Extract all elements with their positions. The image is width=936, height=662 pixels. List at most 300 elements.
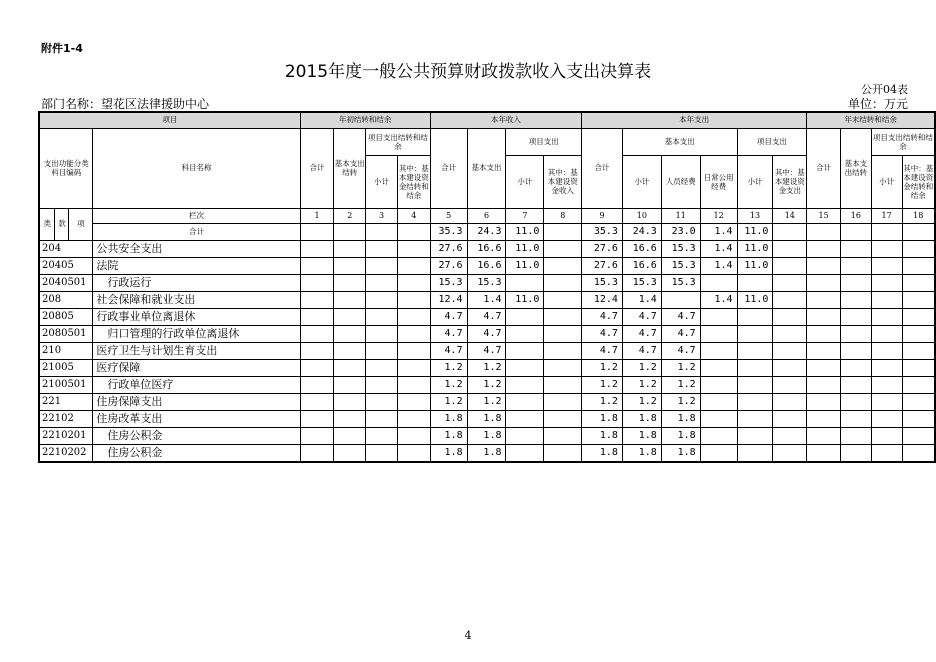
value-cell (506, 444, 544, 462)
header-income: 本年收入 (430, 112, 581, 128)
value-cell (773, 274, 807, 291)
value-cell: 11.0 (506, 240, 544, 257)
total-cell: 24.3 (467, 223, 506, 240)
subject-code: 21005 (39, 359, 93, 376)
value-cell: 4.7 (661, 342, 700, 359)
header-expense-project: 项目支出 (737, 128, 807, 155)
value-cell: 1.8 (622, 410, 661, 427)
subject-name: 住房公积金 (93, 444, 300, 462)
value-cell (397, 444, 430, 462)
value-cell: 1.2 (622, 393, 661, 410)
value-cell (700, 308, 737, 325)
value-cell: 27.6 (430, 240, 467, 257)
value-cell: 27.6 (582, 257, 623, 274)
value-cell: 27.6 (582, 240, 623, 257)
value-cell (737, 427, 773, 444)
total-cell (544, 223, 582, 240)
value-cell: 1.4 (700, 291, 737, 308)
header-opening-total: 合计 (300, 128, 334, 208)
value-cell (902, 410, 935, 427)
total-cell (840, 223, 871, 240)
subject-code: 2210202 (39, 444, 93, 462)
value-cell: 4.7 (661, 308, 700, 325)
total-row (39, 223, 935, 240)
value-cell (700, 342, 737, 359)
table-row (39, 291, 935, 308)
subject-name: 住房改革支出 (93, 410, 300, 427)
subject-code: 22102 (39, 410, 93, 427)
value-cell: 4.7 (622, 342, 661, 359)
subject-code: 2100501 (39, 376, 93, 393)
value-cell (334, 393, 366, 410)
column-index: 15 (807, 208, 841, 223)
value-cell (397, 308, 430, 325)
header-opening-capital: 其中：基本建设资金结转和结余 (397, 155, 430, 208)
table-body (39, 240, 935, 462)
value-cell: 1.8 (622, 444, 661, 462)
total-cell (773, 223, 807, 240)
value-cell (840, 342, 871, 359)
table-row (39, 376, 935, 393)
value-cell (807, 240, 841, 257)
total-cell: 35.3 (582, 223, 623, 240)
header-closing: 年末结转和结余 (807, 112, 935, 128)
table-header (39, 112, 935, 240)
subject-name: 公共安全支出 (93, 240, 300, 257)
subject-code: 221 (39, 393, 93, 410)
attachment-label: 附件1-4 (41, 42, 83, 55)
value-cell (334, 376, 366, 393)
value-cell (807, 291, 841, 308)
value-cell: 1.2 (622, 376, 661, 393)
subject-code: 20405 (39, 257, 93, 274)
column-index: 12 (700, 208, 737, 223)
value-cell: 27.6 (430, 257, 467, 274)
value-cell (902, 325, 935, 342)
value-cell: 1.4 (622, 291, 661, 308)
value-cell (773, 308, 807, 325)
value-cell (773, 325, 807, 342)
value-cell (700, 410, 737, 427)
value-cell (544, 257, 582, 274)
value-cell (807, 308, 841, 325)
value-cell (366, 444, 398, 462)
value-cell (773, 240, 807, 257)
value-cell: 11.0 (506, 257, 544, 274)
value-cell (840, 274, 871, 291)
value-cell (807, 359, 841, 376)
value-cell (773, 444, 807, 462)
subject-code: 208 (39, 291, 93, 308)
value-cell (807, 257, 841, 274)
value-cell (366, 240, 398, 257)
value-cell (902, 444, 935, 462)
value-cell (397, 240, 430, 257)
value-cell (871, 410, 902, 427)
header-closing-capital: 其中：基本建设资金结转和结余 (902, 155, 935, 208)
value-cell (902, 427, 935, 444)
value-cell: 11.0 (737, 291, 773, 308)
value-cell (737, 444, 773, 462)
table-row (39, 427, 935, 444)
header-expense-basic: 基本支出 (622, 128, 737, 155)
value-cell (871, 376, 902, 393)
value-cell: 16.6 (467, 257, 506, 274)
total-cell: 1.4 (700, 223, 737, 240)
unit-label: 单位：万元 (847, 97, 908, 111)
value-cell: 4.7 (467, 342, 506, 359)
subject-name: 行政事业单位离退休 (93, 308, 300, 325)
value-cell: 4.7 (582, 308, 623, 325)
page-title: 2015年度一般公共预算财政拨款收入支出决算表 (284, 62, 652, 82)
value-cell: 1.8 (430, 427, 467, 444)
value-cell: 1.8 (622, 427, 661, 444)
value-cell (871, 325, 902, 342)
table-row (39, 240, 935, 257)
table-row (39, 257, 935, 274)
value-cell (902, 342, 935, 359)
value-cell (737, 274, 773, 291)
column-index: 1 (300, 208, 334, 223)
value-cell: 1.2 (661, 359, 700, 376)
value-cell (506, 393, 544, 410)
value-cell (397, 325, 430, 342)
value-cell (737, 342, 773, 359)
value-cell: 1.8 (430, 444, 467, 462)
value-cell: 1.8 (467, 410, 506, 427)
header-income-project: 项目支出 (506, 128, 582, 155)
value-cell (334, 308, 366, 325)
subject-code: 204 (39, 240, 93, 257)
value-cell (544, 444, 582, 462)
value-cell (506, 359, 544, 376)
value-cell: 15.3 (661, 274, 700, 291)
total-cell: 23.0 (661, 223, 700, 240)
value-cell (773, 359, 807, 376)
value-cell: 1.2 (430, 376, 467, 393)
column-index: 7 (506, 208, 544, 223)
value-cell: 4.7 (430, 342, 467, 359)
value-cell (840, 257, 871, 274)
value-cell: 1.4 (700, 257, 737, 274)
value-cell: 16.6 (622, 240, 661, 257)
value-cell (544, 240, 582, 257)
column-index: 6 (467, 208, 506, 223)
subject-name: 行政运行 (93, 274, 300, 291)
value-cell (700, 376, 737, 393)
value-cell (366, 359, 398, 376)
value-cell: 1.8 (661, 410, 700, 427)
value-cell (397, 342, 430, 359)
value-cell (773, 257, 807, 274)
value-cell (300, 359, 334, 376)
total-cell (334, 223, 366, 240)
header-opening-proj: 项目支出结转和结余 (366, 128, 431, 155)
total-cell: 11.0 (737, 223, 773, 240)
header-expense-capital: 其中：基本建设资金支出 (773, 155, 807, 208)
value-cell (807, 325, 841, 342)
value-cell: 4.7 (467, 308, 506, 325)
column-index: 5 (430, 208, 467, 223)
value-cell (366, 325, 398, 342)
header-opening: 年初结转和结余 (300, 112, 430, 128)
value-cell (840, 325, 871, 342)
value-cell: 15.3 (661, 240, 700, 257)
value-cell: 1.2 (467, 393, 506, 410)
header-income-subtotal: 小计 (506, 155, 544, 208)
value-cell (300, 325, 334, 342)
value-cell (840, 393, 871, 410)
subject-name: 行政单位医疗 (93, 376, 300, 393)
value-cell: 1.2 (430, 359, 467, 376)
value-cell: 15.3 (467, 274, 506, 291)
subject-name: 医疗卫生与计划生育支出 (93, 342, 300, 359)
subject-code: 20805 (39, 308, 93, 325)
column-index: 4 (397, 208, 430, 223)
value-cell: 1.4 (467, 291, 506, 308)
value-cell (773, 427, 807, 444)
total-cell (871, 223, 902, 240)
value-cell: 12.4 (582, 291, 623, 308)
value-cell (544, 393, 582, 410)
value-cell: 1.2 (430, 393, 467, 410)
value-cell (300, 342, 334, 359)
value-cell (902, 359, 935, 376)
value-cell (366, 291, 398, 308)
value-cell (737, 325, 773, 342)
header-row-index: 栏次 (93, 208, 300, 223)
table-row (39, 444, 935, 462)
value-cell (871, 240, 902, 257)
value-cell: 15.3 (661, 257, 700, 274)
value-cell (737, 393, 773, 410)
total-cell: 24.3 (622, 223, 661, 240)
value-cell (397, 393, 430, 410)
value-cell (773, 342, 807, 359)
column-index: 9 (582, 208, 623, 223)
subject-code: 2040501 (39, 274, 93, 291)
value-cell: 1.2 (661, 376, 700, 393)
value-cell (366, 257, 398, 274)
value-cell (902, 376, 935, 393)
value-cell (544, 325, 582, 342)
value-cell (334, 444, 366, 462)
value-cell (300, 240, 334, 257)
total-cell (366, 223, 398, 240)
value-cell (300, 291, 334, 308)
header-expense-subtotal: 小计 (622, 155, 661, 208)
value-cell (871, 359, 902, 376)
header-closing-proj: 项目支出结转和结余 (871, 128, 935, 155)
value-cell (544, 274, 582, 291)
value-cell (902, 393, 935, 410)
value-cell (334, 325, 366, 342)
value-cell (902, 257, 935, 274)
value-cell (773, 393, 807, 410)
value-cell (544, 427, 582, 444)
value-cell (871, 444, 902, 462)
header-closing-basic: 基本支出结转 (840, 128, 871, 208)
subject-name: 归口管理的行政单位离退休 (93, 325, 300, 342)
value-cell: 1.2 (582, 376, 623, 393)
value-cell (397, 359, 430, 376)
value-cell: 4.7 (430, 325, 467, 342)
value-cell: 15.3 (430, 274, 467, 291)
total-cell (300, 223, 334, 240)
value-cell: 12.4 (430, 291, 467, 308)
value-cell (544, 291, 582, 308)
value-cell (737, 359, 773, 376)
value-cell (506, 342, 544, 359)
header-income-basic: 基本支出 (467, 128, 506, 208)
value-cell: 1.8 (467, 444, 506, 462)
column-index: 2 (334, 208, 366, 223)
subject-name: 住房公积金 (93, 427, 300, 444)
subject-name: 住房保障支出 (93, 393, 300, 410)
subject-code: 2080501 (39, 325, 93, 342)
total-cell: 35.3 (430, 223, 467, 240)
column-index: 17 (871, 208, 902, 223)
value-cell: 4.7 (661, 325, 700, 342)
value-cell (700, 274, 737, 291)
value-cell (544, 410, 582, 427)
value-cell (300, 308, 334, 325)
value-cell: 16.6 (622, 257, 661, 274)
table-row (39, 410, 935, 427)
value-cell (773, 376, 807, 393)
department-name: 部门名称：望花区法律援助中心 (41, 97, 210, 111)
column-index: 13 (737, 208, 773, 223)
value-cell (700, 325, 737, 342)
value-cell (840, 291, 871, 308)
column-index: 8 (544, 208, 582, 223)
value-cell (366, 308, 398, 325)
value-cell (366, 427, 398, 444)
header-project: 项目 (39, 112, 300, 128)
value-cell (661, 291, 700, 308)
budget-table (38, 111, 936, 463)
value-cell (334, 291, 366, 308)
value-cell (397, 376, 430, 393)
value-cell (397, 257, 430, 274)
value-cell (334, 427, 366, 444)
value-cell (506, 308, 544, 325)
subject-name: 医疗保障 (93, 359, 300, 376)
value-cell: 1.8 (430, 410, 467, 427)
table-row (39, 325, 935, 342)
value-cell (506, 376, 544, 393)
value-cell: 15.3 (622, 274, 661, 291)
header-class: 类 (39, 208, 55, 240)
value-cell (840, 376, 871, 393)
value-cell: 1.4 (700, 240, 737, 257)
value-cell (700, 427, 737, 444)
column-index: 3 (366, 208, 398, 223)
value-cell: 1.8 (582, 410, 623, 427)
subject-name: 社会保障和就业支出 (93, 291, 300, 308)
value-cell: 1.2 (582, 393, 623, 410)
table-row (39, 342, 935, 359)
value-cell: 11.0 (506, 291, 544, 308)
value-cell (300, 376, 334, 393)
value-cell: 1.8 (661, 444, 700, 462)
value-cell (366, 274, 398, 291)
value-cell (871, 342, 902, 359)
header-expense-total: 合计 (582, 128, 623, 208)
value-cell (902, 240, 935, 257)
value-cell (300, 274, 334, 291)
value-cell (807, 376, 841, 393)
value-cell: 4.7 (622, 325, 661, 342)
total-cell: 11.0 (506, 223, 544, 240)
value-cell (397, 274, 430, 291)
value-cell (544, 376, 582, 393)
value-cell (902, 308, 935, 325)
header-closing-subtotal: 小计 (871, 155, 902, 208)
value-cell (737, 410, 773, 427)
value-cell (840, 308, 871, 325)
header-expense-personnel: 人员经费 (661, 155, 700, 208)
value-cell (544, 359, 582, 376)
value-cell (871, 274, 902, 291)
subject-code: 210 (39, 342, 93, 359)
header-expense-daily: 日常公用经费 (700, 155, 737, 208)
value-cell (871, 393, 902, 410)
value-cell (544, 342, 582, 359)
header-sub: 项 (69, 208, 93, 240)
value-cell: 15.3 (582, 274, 623, 291)
value-cell (397, 410, 430, 427)
value-cell (334, 240, 366, 257)
header-income-total: 合计 (430, 128, 467, 208)
header-expense: 本年支出 (582, 112, 807, 128)
value-cell (506, 427, 544, 444)
value-cell (300, 257, 334, 274)
value-cell: 4.7 (430, 308, 467, 325)
column-index: 16 (840, 208, 871, 223)
value-cell (700, 393, 737, 410)
value-cell (807, 342, 841, 359)
total-cell (397, 223, 430, 240)
header-opening-subtotal: 小计 (366, 155, 398, 208)
value-cell: 1.2 (467, 376, 506, 393)
value-cell: 1.2 (622, 359, 661, 376)
value-cell (840, 410, 871, 427)
value-cell (737, 376, 773, 393)
value-cell (544, 308, 582, 325)
form-number: 公开04表 (861, 83, 908, 96)
value-cell (773, 291, 807, 308)
value-cell: 1.8 (582, 427, 623, 444)
value-cell (871, 291, 902, 308)
value-cell: 4.7 (467, 325, 506, 342)
value-cell (300, 410, 334, 427)
table-row (39, 359, 935, 376)
total-row-label: 合计 (93, 223, 300, 240)
value-cell (366, 342, 398, 359)
header-expense-proj-subtotal: 小计 (737, 155, 773, 208)
value-cell (334, 342, 366, 359)
value-cell (506, 410, 544, 427)
table-row (39, 308, 935, 325)
value-cell (902, 274, 935, 291)
value-cell: 16.6 (467, 240, 506, 257)
value-cell (840, 427, 871, 444)
value-cell (737, 308, 773, 325)
value-cell (300, 427, 334, 444)
value-cell (334, 359, 366, 376)
column-index: 18 (902, 208, 935, 223)
